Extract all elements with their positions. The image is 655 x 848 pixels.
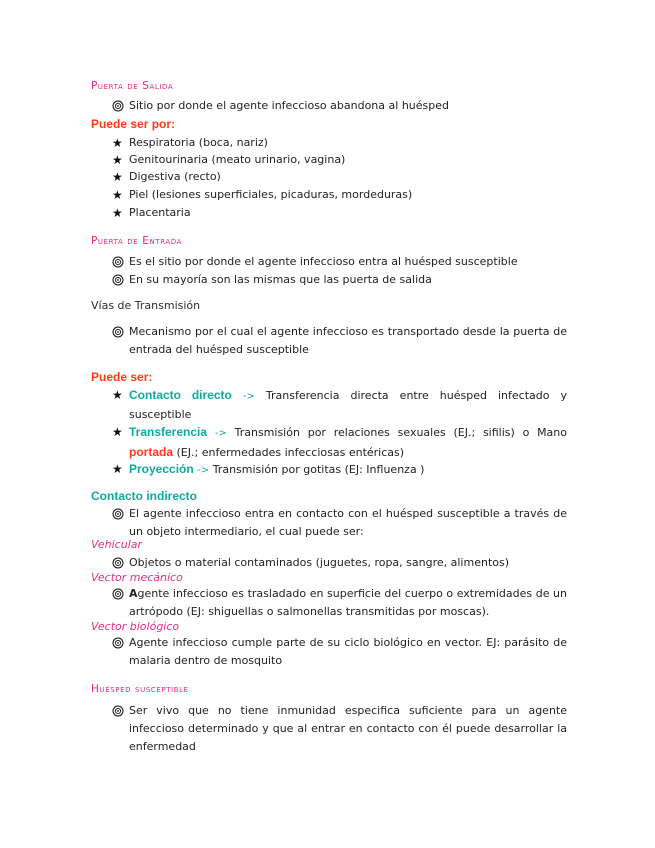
list-item xyxy=(112,585,567,621)
list-item xyxy=(112,386,567,424)
list-item xyxy=(112,97,567,115)
target-circle-icon xyxy=(112,323,124,341)
star-icon: ★ xyxy=(112,153,123,167)
list-item-text: Piel (lesiones superficiales, picaduras, mordeduras) xyxy=(129,188,413,201)
term-proyeccion: Proyección xyxy=(129,462,194,476)
definition-text: Transmisión por relaciones sexuales (EJ.; sifilis) o Mano xyxy=(234,426,568,439)
list-item-text: Respiratoria (boca, nariz) xyxy=(129,136,268,149)
term-portada: portada xyxy=(129,445,174,459)
list-item xyxy=(112,134,567,152)
list-item-text: Genitourinaria (meato urinario, vagina) xyxy=(129,153,346,166)
star-icon: ★ xyxy=(112,206,123,220)
list-item xyxy=(112,460,567,480)
list-item xyxy=(112,323,567,359)
list-item-text xyxy=(129,423,567,462)
target-circle-icon xyxy=(112,585,124,603)
target-circle-icon xyxy=(112,253,124,271)
arrow-icon: -> xyxy=(197,465,210,476)
list-item xyxy=(112,253,567,271)
term-contacto-directo: Contacto directo xyxy=(129,388,232,402)
list-item-text: Objetos o material contaminados (juguetes, ropa, sangre, alimentos) xyxy=(129,556,510,569)
huesped-definition: Ser vivo que no tiene inmunidad especifica suficiente para un agente infeccioso determinado y que al entrar en contacto con él puede desarrollar la enfermedad xyxy=(129,704,567,753)
list-item-text: Agente infeccioso cumple parte de su ciclo biológico en vector. EJ: parásito de malaria dentro de mosquito xyxy=(129,636,567,667)
arrow-icon: -> xyxy=(214,428,227,439)
target-circle-icon xyxy=(112,97,124,115)
list-item xyxy=(112,505,567,541)
target-circle-icon xyxy=(112,505,124,523)
list-item xyxy=(112,168,567,186)
target-circle-icon xyxy=(112,271,124,289)
definition-text: (EJ.; enfermedades infecciosas entéricas) xyxy=(176,446,405,459)
heading-puerta-salida: Puerta de Salida xyxy=(91,80,174,92)
list-item-text xyxy=(129,386,567,424)
indirecto-definition: El agente infeccioso entra en contacto con el huésped susceptible a través de un objeto intermediario, el cual puede ser: xyxy=(129,507,567,538)
subheading-puede-ser: Puede ser: xyxy=(91,370,153,384)
definition-text: Transmisión por gotitas (EJ: Influenza ) xyxy=(212,463,425,476)
heading-vehicular: Vehicular xyxy=(91,538,143,551)
list-item-text: Es el sitio por donde el agente infeccioso entra al huésped susceptible xyxy=(129,255,518,268)
definition-text: gente infeccioso es trasladado en superficie del cuerpo o extremidades de un artrópodo (EJ: shiguellas o salmonellas transmitidas por moscas). xyxy=(129,587,567,618)
heading-puerta-entrada: Puerta de Entrada xyxy=(91,235,183,247)
star-icon: ★ xyxy=(112,388,123,402)
star-icon: ★ xyxy=(112,170,123,184)
term-transferencia: Transferencia xyxy=(129,425,208,439)
list-item-text: En su mayoría son las mismas que las puerta de salida xyxy=(129,273,432,286)
target-circle-icon xyxy=(112,702,124,720)
list-item xyxy=(112,554,567,572)
list-item-text xyxy=(129,585,567,621)
arrow-icon: -> xyxy=(242,391,255,402)
list-item-text: Digestiva (recto) xyxy=(129,170,221,183)
star-icon: ★ xyxy=(112,188,123,202)
heading-contacto-indirecto: Contacto indirecto xyxy=(91,489,198,503)
subheading-puede-ser-por: Puede ser por: xyxy=(91,117,176,131)
list-item xyxy=(112,271,567,289)
heading-vector-biologico: Vector biológico xyxy=(91,620,180,633)
star-icon: ★ xyxy=(112,425,123,439)
drop-letter: A xyxy=(129,587,138,600)
list-item xyxy=(112,423,567,462)
list-item xyxy=(112,634,567,670)
heading-vector-mecanico: Vector mecánico xyxy=(91,571,183,584)
target-circle-icon xyxy=(112,634,124,652)
star-icon: ★ xyxy=(112,462,123,476)
salida-definition: Sitio por donde el agente infeccioso abandona al huésped xyxy=(129,99,449,112)
target-circle-icon xyxy=(112,554,124,572)
list-item xyxy=(112,151,567,169)
list-item xyxy=(112,702,567,756)
list-item-text: Placentaria xyxy=(129,206,191,219)
heading-vias-transmision: Vías de Transmisión xyxy=(91,299,201,312)
list-item xyxy=(112,204,567,222)
definition-text: Transferencia directa entre huésped infectado y susceptible xyxy=(129,389,567,421)
vias-definition: Mecanismo por el cual el agente infeccioso es transportado desde la puerta de entrada del huésped susceptible xyxy=(129,325,567,356)
list-item-text xyxy=(129,460,567,480)
heading-huesped-susceptible: Huésped susceptible xyxy=(91,683,189,695)
star-icon: ★ xyxy=(112,136,123,150)
list-item xyxy=(112,186,567,204)
